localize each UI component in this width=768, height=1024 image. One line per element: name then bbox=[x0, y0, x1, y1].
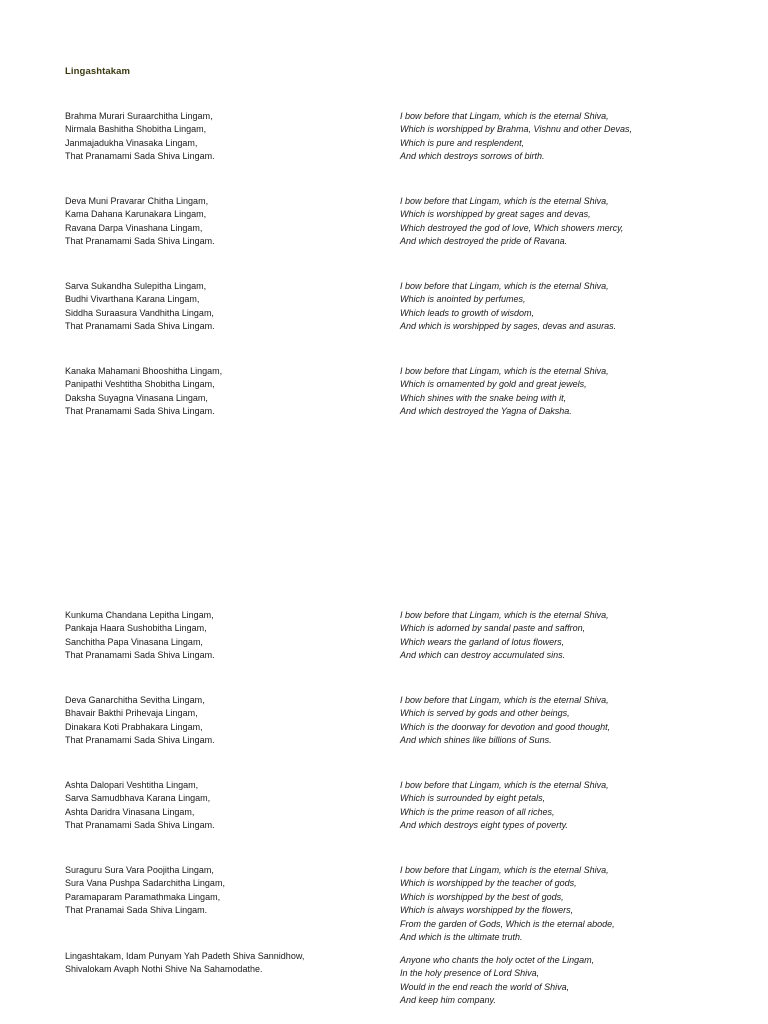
verse-line: Sura Vana Pushpa Sadarchitha Lingam, bbox=[65, 878, 225, 889]
translation-line: And which is the ultimate truth. bbox=[400, 932, 523, 943]
translation-line: I bow before that Lingam, which is the eternal Shiva, bbox=[400, 610, 609, 620]
translation-line: And which destroys eight types of poverty. bbox=[400, 820, 568, 831]
stanza-3-translation bbox=[400, 280, 616, 334]
verse-line: That Pranamami Sada Shiva Lingam. bbox=[65, 236, 215, 247]
verse-line: That Pranamami Sada Shiva Lingam. bbox=[65, 735, 215, 746]
verse-line: Sarva Samudbhava Karana Lingam, bbox=[65, 793, 211, 804]
verse-line: Daksha Suyagna Vinasana Lingam, bbox=[65, 392, 208, 403]
verse-line: Suraguru Sura Vara Poojitha Lingam, bbox=[65, 865, 214, 875]
verse-line: Budhi Vivarthana Karana Lingam, bbox=[65, 294, 200, 305]
translation-line: Which is the prime reason of all riches, bbox=[400, 806, 555, 817]
translation-line: Which destroyed the god of love, Which showers mercy, bbox=[400, 222, 624, 233]
translation-line: And keep him company. bbox=[400, 995, 496, 1006]
verse-line: That Pranamami Sada Shiva Lingam. bbox=[65, 820, 215, 831]
stanza-8-sanskrit bbox=[65, 864, 225, 918]
verse-line: Siddha Suraasura Vandhitha Lingam, bbox=[65, 307, 214, 318]
verse-line: Pankaja Haara Sushobitha Lingam, bbox=[65, 623, 207, 634]
verse-line: Paramaparam Paramathmaka Lingam, bbox=[65, 891, 221, 902]
stanza-1-translation bbox=[400, 110, 632, 164]
translation-line: And which is worshipped by sages, devas and asuras. bbox=[400, 321, 617, 332]
verse-line: That Pranamami Sada Shiva Lingam. bbox=[65, 650, 215, 661]
translation-line: Which is anointed by perfumes, bbox=[400, 294, 526, 305]
translation-line: Which shines with the snake being with it, bbox=[400, 392, 567, 403]
verse-line: Sarva Sukandha Sulepitha Lingam, bbox=[65, 281, 207, 291]
translation-line: Which is worshipped by the teacher of gods, bbox=[400, 878, 577, 889]
translation-line: I bow before that Lingam, which is the eternal Shiva, bbox=[400, 865, 609, 875]
verse-line: That Pranamai Sada Shiva Lingam. bbox=[65, 905, 208, 916]
verse-line: Nirmala Bashitha Shobitha Lingam, bbox=[65, 124, 207, 135]
verse-line: Janmajadukha Vinasaka Lingam, bbox=[65, 137, 198, 148]
verse-line: Ashta Daridra Vinasana Lingam, bbox=[65, 806, 195, 817]
translation-line: Which is surrounded by eight petals, bbox=[400, 793, 546, 804]
translation-line: And which can destroy accumulated sins. bbox=[400, 650, 566, 661]
translation-line: I bow before that Lingam, which is the eternal Shiva, bbox=[400, 196, 609, 206]
translation-line: I bow before that Lingam, which is the eternal Shiva, bbox=[400, 366, 609, 376]
stanza-5-sanskrit bbox=[65, 609, 215, 663]
translation-line: Which is worshipped by the best of gods, bbox=[400, 891, 564, 902]
translation-line: Which is worshipped by Brahma, Vishnu and other Devas, bbox=[400, 124, 632, 135]
stanza-8-translation bbox=[400, 864, 615, 944]
verse-line: Bhavair Bakthi Prihevaja Lingam, bbox=[65, 708, 198, 719]
translation-line: I bow before that Lingam, which is the eternal Shiva, bbox=[400, 780, 609, 790]
stanza-2-translation bbox=[400, 195, 623, 249]
stanza-4-translation bbox=[400, 365, 609, 419]
translation-line: Which leads to growth of wisdom, bbox=[400, 307, 535, 318]
stanza-5-translation bbox=[400, 609, 609, 663]
translation-line: Anyone who chants the holy octet of the Lingam, bbox=[400, 955, 595, 965]
verse-line: Panipathi Veshtitha Shobitha Lingam, bbox=[65, 379, 215, 390]
page-title: Lingashtakam bbox=[65, 66, 131, 77]
verse-line: Deva Muni Pravarar Chitha Lingam, bbox=[65, 196, 209, 206]
verse-line: Kama Dahana Karunakara Lingam, bbox=[65, 209, 207, 220]
closing-translation bbox=[400, 954, 594, 1008]
translation-line: Which is ornamented by gold and great jewels, bbox=[400, 379, 587, 390]
stanza-6-sanskrit bbox=[65, 694, 215, 748]
verse-line: Deva Ganarchitha Sevitha Lingam, bbox=[65, 695, 205, 705]
stanza-1-sanskrit bbox=[65, 110, 215, 164]
translation-line: Which wears the garland of lotus flowers, bbox=[400, 636, 565, 647]
verse-line: Sanchitha Papa Vinasana Lingam, bbox=[65, 636, 203, 647]
translation-line: And which destroyed the Yagna of Daksha. bbox=[400, 406, 572, 417]
translation-line: From the garden of Gods, Which is the eternal abode, bbox=[400, 918, 615, 929]
verse-line: Brahma Murari Suraarchitha Lingam, bbox=[65, 111, 213, 121]
stanza-7-sanskrit bbox=[65, 779, 215, 833]
translation-line: Which is pure and resplendent, bbox=[400, 137, 525, 148]
verse-line: Dinakara Koti Prabhakara Lingam, bbox=[65, 721, 203, 732]
stanza-3-sanskrit bbox=[65, 280, 215, 334]
stanza-4-sanskrit bbox=[65, 365, 222, 419]
verse-line: That Pranamami Sada Shiva Lingam. bbox=[65, 321, 215, 332]
translation-line: I bow before that Lingam, which is the eternal Shiva, bbox=[400, 695, 609, 705]
translation-line: And which destroyed the pride of Ravana. bbox=[400, 236, 568, 247]
translation-line: I bow before that Lingam, which is the eternal Shiva, bbox=[400, 111, 609, 121]
verse-line: Ravana Darpa Vinashana Lingam, bbox=[65, 222, 203, 233]
verse-line: That Pranamami Sada Shiva Lingam. bbox=[65, 406, 215, 417]
verse-line: Lingashtakam, Idam Punyam Yah Padeth Shiva Sannidhow, bbox=[65, 951, 305, 961]
closing-sanskrit bbox=[65, 950, 304, 977]
verse-line: Shivalokam Avaph Nothi Shive Na Sahamodathe. bbox=[65, 964, 263, 975]
verse-line: Kanaka Mahamani Bhooshitha Lingam, bbox=[65, 366, 223, 376]
translation-line: Which is worshipped by great sages and devas, bbox=[400, 209, 591, 220]
translation-line: I bow before that Lingam, which is the eternal Shiva, bbox=[400, 281, 609, 291]
stanza-7-translation bbox=[400, 779, 609, 833]
translation-line: Which is served by gods and other beings, bbox=[400, 708, 570, 719]
verse-line: Kunkuma Chandana Lepitha Lingam, bbox=[65, 610, 214, 620]
stanza-6-translation bbox=[400, 694, 610, 748]
translation-line: Would in the end reach the world of Shiva, bbox=[400, 981, 570, 992]
stanza-2-sanskrit bbox=[65, 195, 215, 249]
translation-line: And which destroys sorrows of birth. bbox=[400, 151, 545, 162]
verse-line: Ashta Dalopari Veshtitha Lingam, bbox=[65, 780, 199, 790]
translation-line: Which is the doorway for devotion and good thought, bbox=[400, 721, 611, 732]
verse-line: That Pranamami Sada Shiva Lingam. bbox=[65, 151, 215, 162]
translation-line: Which is always worshipped by the flowers, bbox=[400, 905, 574, 916]
translation-line: Which is adorned by sandal paste and saffron, bbox=[400, 623, 586, 634]
translation-line: And which shines like billions of Suns. bbox=[400, 735, 552, 746]
translation-line: In the holy presence of Lord Shiva, bbox=[400, 968, 540, 979]
